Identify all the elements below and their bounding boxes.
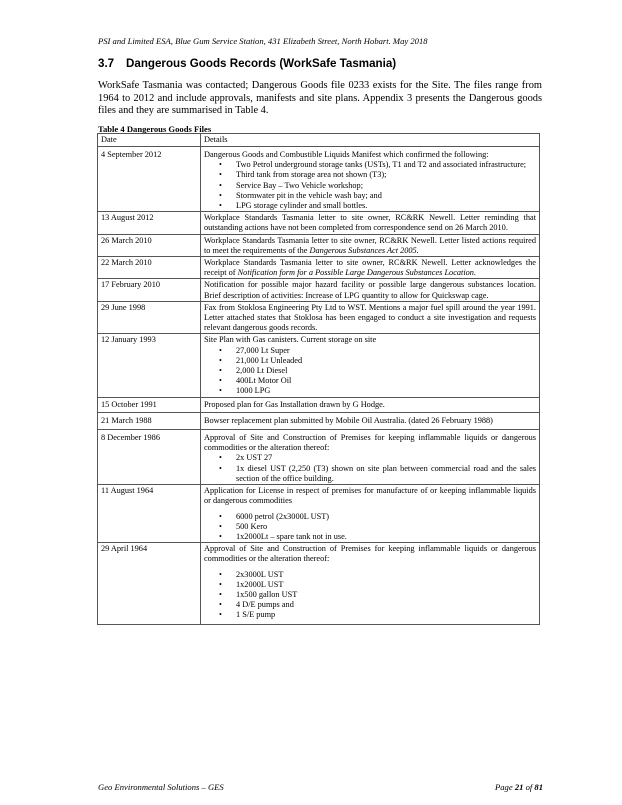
list-item: • 2,000 Lt Diesel [236,366,536,376]
list-item: • 2x3000L UST [236,570,536,580]
row-details [201,543,540,624]
table-row [98,412,540,429]
list-item: • Third tank from storage area not shown (T3); [236,170,536,180]
table-row [98,212,540,234]
list-item: • Service Bay – Two Vehicle workshop; [236,181,536,191]
list-item: • 1x2000L UST [236,580,536,590]
list-item: • 400Lt Motor Oil [236,376,536,386]
row-date: 12 January 1993 [98,334,201,397]
row-details: Notification for possible major hazard facility or possible large dangerous substances location. Brief description of activities: Increase of LPG quantity to allow for Quickswap cage. [201,279,540,301]
table-row [98,485,540,543]
list-item: • 1x500 gallon UST [236,590,536,600]
row-details [201,485,540,543]
total-pages: 81 [534,782,544,792]
details-text: Site Plan with Gas canisters. Current storage on site [204,335,377,345]
list-item: • 1x2000Lt – spare tank not in use. [236,532,536,542]
details-text: Workplace Standards Tasmania letter to site owner, RC&RK Newell. Letter acknowledges the receipt of [204,258,536,278]
details-text: Approval of Site and Construction of Premises for keeping inflammable liquids or dangerous commodities or the alteration thereof: [204,433,536,453]
details-text: Dangerous Goods and Combustible Liquids Manifest which confirmed the following: [204,150,489,159]
details-bullet-list [204,512,536,543]
column-header-date: Date [98,134,201,147]
footer-page-number [495,782,543,792]
details-text: Approval of Site and Construction of Premises for keeping inflammable liquids or dangerous commodities or the alteration thereof: [204,544,536,564]
intro-paragraph: WorkSafe Tasmania was contacted; Dangerous Goods file 0233 exists for the Site. The files range from 1964 to 2012 and include approvals, manifests and site plans. Appendix 3 presents the Dangerous goods files and they are summarised in Table 4. [98,80,542,117]
table-row [98,543,540,624]
list-item: • Two Petrol underground storage tanks (USTs), T1 and T2 and associated infrastructure; [236,160,536,170]
page-label: Page [495,782,513,792]
page-of: of [525,782,533,792]
row-date: 17 February 2010 [98,279,201,301]
list-item: • 6000 petrol (2x3000L UST) [236,512,536,522]
section-number: 3.7 [98,57,115,70]
row-date: 29 June 1998 [98,301,201,334]
row-date: 29 April 1964 [98,543,201,624]
row-details [201,257,540,279]
table-caption: Table 4 Dangerous Goods Files [98,124,212,134]
current-page: 21 [514,782,524,792]
row-date: 4 September 2012 [98,147,201,212]
row-date: 13 August 2012 [98,212,201,234]
list-item: • LPG storage cylinder and small bottles. [236,201,536,211]
list-item: • 21,000 Lt Unleaded [236,356,536,366]
row-date: 8 December 1986 [98,430,201,485]
table-header-row [98,134,540,147]
details-text: Application for License in respect of premises for manufacture of or keeping inflammable liquids or dangerous commodities [204,486,536,506]
list-item: • 27,000 Lt Super [236,346,536,356]
table-row [98,430,540,485]
row-details [201,430,540,485]
footer-company: Geo Environmental Solutions – GES [98,782,224,792]
details-bullet-list [204,346,536,397]
row-details [201,334,540,397]
row-details: Fax from Stoklosa Engineering Pty Ltd to WST. Mentions a major fuel spill around the year 1991. Letter attached states that Stoklosa has been engaged to conduct a site investigation and requests relevant dangerous goods records. [201,301,540,334]
table-row [98,234,540,256]
act-title: Dangerous Substances Act 2005. [309,245,419,255]
list-item: • Stormwater pit in the vehicle wash bay; and [236,191,536,201]
form-title: Notification form for a Possible Large Dangerous Substances Location. [237,268,477,278]
section-title: Dangerous Goods Records (WorkSafe Tasmania) [126,57,397,70]
list-item: • 1x diesel UST (2,250 (T3) shown on site plan between commercial road and the sales section of the office building. [236,464,536,484]
list-item: • 4 D/E pumps and [236,600,536,610]
details-bullet-list [204,453,536,484]
table-row [98,397,540,412]
details-bullet-list [204,570,536,621]
list-item: • 2x UST 27 [236,453,536,463]
row-date: 21 March 1988 [98,412,201,429]
row-details [201,147,540,212]
list-item: • 1000 LPG [236,386,536,396]
row-date: 22 March 2010 [98,257,201,279]
list-item: • 500 Kero [236,522,536,532]
column-header-details: Details [201,134,540,147]
table-row [98,334,540,397]
row-date: 11 August 1964 [98,485,201,543]
table-row [98,279,540,301]
row-date: 15 October 1991 [98,397,201,412]
section-heading [98,57,396,70]
row-details [201,234,540,256]
row-date: 26 March 2010 [98,234,201,256]
table-row [98,147,540,212]
table-row [98,257,540,279]
details-bullet-list [204,160,536,211]
row-details: Proposed plan for Gas Installation drawn by G Hodge. [201,397,540,412]
table-row [98,301,540,334]
dangerous-goods-table [97,133,540,625]
list-item: • 1 S/E pump [236,610,536,620]
row-details: Bowser replacement plan submitted by Mobile Oil Australia. (dated 26 February 1988) [201,412,540,429]
running-header: PSI and Limited ESA, Blue Gum Service Station, 431 Elizabeth Street, North Hobart. May 2018 [98,36,428,46]
row-details: Workplace Standards Tasmania letter to site owner, RC&RK Newell. Letter reminding that outstanding actions have not been completed from correspondence send on 26 March 2010. [201,212,540,234]
details-text: Workplace Standards Tasmania letter to site owner, RC&RK Newell. Letter listed actions required to meet the requirements of the [204,235,536,255]
